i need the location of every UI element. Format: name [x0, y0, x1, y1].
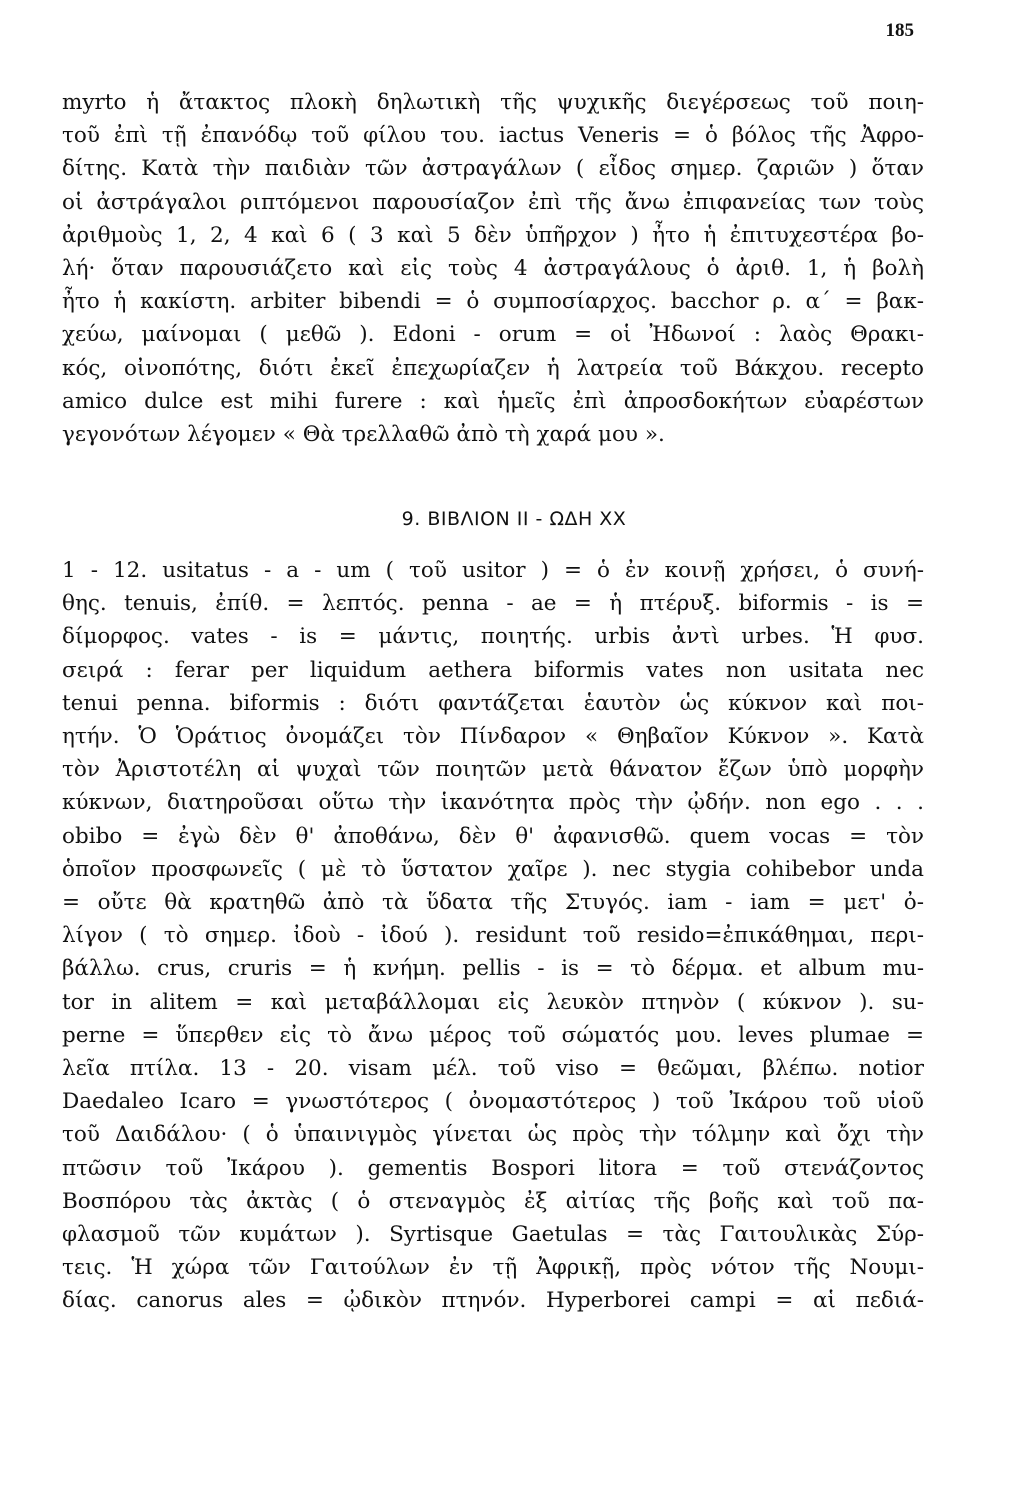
text-line: Daedaleo Icaro = γνωστότερος ( ὀνομαστότερος ) τοῦ Ἰκάρου τοῦ υἱοῦ — [62, 1089, 924, 1115]
text-line: γεγονότων λέγομεν « Θὰ τρελλαθῶ ἀπὸ τὴ χαρά μου ». — [62, 422, 665, 448]
text-line: θης. tenuis, ἐπίθ. = λεπτός. penna - ae = ἡ πτέρυξ. biformis - is = — [62, 591, 924, 617]
text-line: 1 - 12. usitatus - a - um ( τοῦ usitor ) = ὁ ἐν κοινῇ χρήσει, ὁ συνή- — [62, 558, 924, 583]
page-number: 185 — [885, 20, 914, 41]
text-line: tor in alitem = καὶ μεταβάλλομαι εἰς λευκὸν πτηνὸν ( κύκνον ). su- — [62, 989, 924, 1015]
text-line: myrto ἡ ἄτακτος πλοκὴ δηλωτικὴ τῆς ψυχικῆς διεγέρσεως τοῦ ποιη- — [62, 90, 924, 115]
text-line: obibo = ἐγὼ δὲν θ' ἀποθάνω, δὲν θ' ἀφανισθῶ. quem vocas = τὸν — [62, 823, 924, 849]
text-line: φλασμοῦ τῶν κυμάτων ). Syrtisque Gaetulas = τὰς Γαιτουλικὰς Σύρ- — [62, 1222, 924, 1248]
text-line: τὸν Ἀριστοτέλη αἱ ψυχαὶ τῶν ποιητῶν μετὰ θάνατον ἔζων ὑπὸ μορφὴν — [62, 757, 924, 783]
text-line: τεις. Ἡ χώρα τῶν Γαιτούλων ἐν τῇ Ἀφρικῇ, πρὸς νότον τῆς Νουμι- — [62, 1255, 924, 1281]
commentary-paragraph-1 — [62, 86, 924, 451]
text-line: λεῖα πτίλα. 13 - 20. visam μέλ. τοῦ viso = θεῶμαι, βλέπω. notior — [62, 1056, 924, 1082]
text-line: Βοσπόρου τὰς ἀκτὰς ( ὁ στεναγμὸς ἐξ αἰτίας τῆς βοῆς καὶ τοῦ πα- — [62, 1188, 924, 1214]
text-line: δίας. canorus ales = ᾠδικὸν πτηνόν. Hyperborei campi = αἱ πεδιά- — [62, 1288, 924, 1314]
text-line: κύκνων, διατηροῦσαι οὕτω τὴν ἱκανότητα πρὸς τὴν ᾠδήν. non ego . . . — [62, 790, 924, 816]
text-line: δίμορφος. vates - is = μάντις, ποιητής. urbis ἀντὶ urbes. Ἡ φυσ. — [62, 624, 924, 650]
section-heading: 9. ΒΙΒΛΙΟΝ ΙΙ - ΩΔΗ XX — [401, 508, 627, 530]
text-line: λή· ὅταν παρουσιάζετο καὶ εἰς τοὺς 4 ἀστραγάλους ὁ ἀριθ. 1, ἡ βολὴ — [62, 256, 924, 282]
text-line: = οὔτε θὰ κρατηθῶ ἀπὸ τὰ ὕδατα τῆς Στυγός. iam - iam = μετ' ὀ- — [62, 890, 924, 916]
text-line: ητήν. Ὁ Ὁράτιος ὀνομάζει τὸν Πίνδαρον « Θηβαῖον Κύκνον ». Κατὰ — [62, 724, 924, 750]
text-line: τοῦ Δαιδάλου· ( ὁ ὑπαινιγμὸς γίνεται ὡς πρὸς τὴν τόλμην καὶ ὄχι τὴν — [62, 1122, 924, 1148]
text-line: τοῦ ἐπὶ τῇ ἐπανόδῳ τοῦ φίλου του. iactus Veneris = ὁ βόλος τῆς Ἀφρο- — [62, 123, 924, 149]
text-line: χεύω, μαίνομαι ( μεθῶ ). Edoni - orum = οἱ Ἠδωνοί : λαὸς Θρακι- — [62, 322, 924, 348]
text-line: δίτης. Κατὰ τὴν παιδιὰν τῶν ἀστραγάλων ( εἶδος σημερ. ζαριῶν ) ὅταν — [62, 156, 924, 182]
text-line: ἦτο ἡ κακίστη. arbiter bibendi = ὁ συμποσίαρχος. bacchor ρ. α΄ = βακ- — [62, 289, 924, 315]
text-line: οἱ ἀστράγαλοι ριπτόμενοι παρουσίαζον ἐπὶ τῆς ἄνω ἐπιφανείας των τοὺς — [62, 189, 924, 215]
text-line: πτῶσιν τοῦ Ἰκάρου ). gementis Bospori litora = τοῦ στενάζοντος — [62, 1155, 924, 1181]
text-line: tenui penna. biformis : διότι φαντάζεται ἑαυτὸν ὡς κύκνον καὶ ποι- — [62, 690, 924, 716]
commentary-paragraph-2 — [62, 554, 924, 1318]
text-line: perne = ὕπερθεν εἰς τὸ ἄνω μέρος τοῦ σώματός μου. leves plumae = — [62, 1022, 924, 1048]
text-line: ἀριθμοὺς 1, 2, 4 καὶ 6 ( 3 καὶ 5 δὲν ὑπῆρχον ) ἦτο ἡ ἐπιτυχεστέρα βο- — [62, 222, 924, 248]
text-line: λίγον ( τὸ σημερ. ἰδοὺ - ἰδού ). residunt τοῦ resido=ἐπικάθημαι, περι- — [62, 923, 924, 949]
text-line: ὁποῖον προσφωνεῖς ( μὲ τὸ ὕστατον χαῖρε ). nec stygia cohibebor unda — [62, 856, 924, 882]
text-line: σειρά : ferar per liquidum aethera biformis vates non usitata nec — [62, 657, 924, 683]
text-line: κός, οἰνοπότης, διότι ἐκεῖ ἐπεχωρίαζεν ἡ λατρεία τοῦ Βάκχου. recepto — [62, 355, 924, 381]
text-line: βάλλω. crus, cruris = ἡ κνήμη. pellis - is = τὸ δέρμα. et album mu- — [62, 956, 924, 982]
text-line: amico dulce est mihi furere : καὶ ἡμεῖς ἐπὶ ἀπροσδοκήτων εὐαρέστων — [62, 388, 924, 414]
